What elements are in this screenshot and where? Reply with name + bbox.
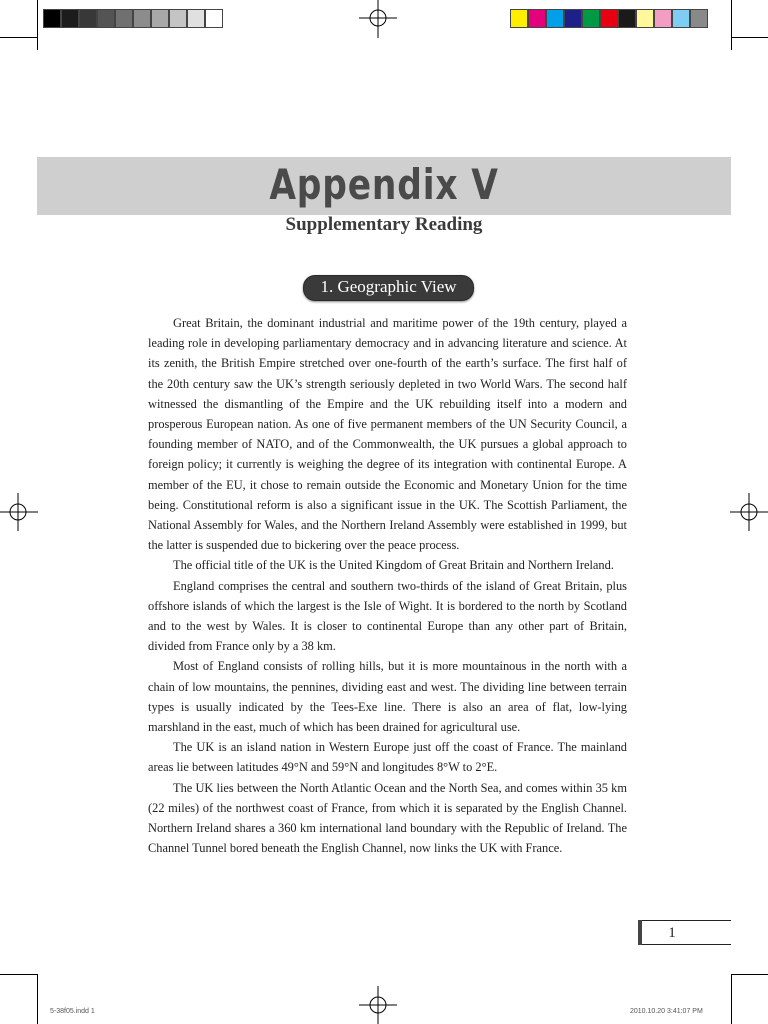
color-swatch	[654, 9, 672, 28]
color-swatch	[600, 9, 618, 28]
color-swatch	[564, 9, 582, 28]
registration-mark-top	[359, 0, 397, 38]
page-title: Appendix V	[269, 160, 499, 209]
paragraph: Great Britain, the dominant industrial and maritime power of the 19th century, played a leading role in developing parliamentary democracy and in advancing literature and science. At its zenith, the British Empire stretched over one-fourth of the earth’s surface. The first half of the 20th century saw the UK’s strength seriously depleted in two World Wars. The second half witnessed the dismantling of the Empire and the UK rebuilding itself into a modern and prosperous European nation. As one of five permanent members of the UN Security Council, a founding member of NATO, and of the Commonwealth, the UK pursues a global approach to foreign policy; it currently is weighing the degree of its integration with continental Europe. A member of the EU, it chose to remain outside the Economic and Monetary Union for the time being. Constitutional reform is also a significant issue in the UK. The Scottish Parliament, the National Assembly for Wales, and the Northern Ireland Assembly were established in 1999, but the latter is suspended due to bickering over the peace process.	[148, 316, 627, 553]
slug-timestamp: 2010.10.20 3:41:07 PM	[630, 1008, 703, 1015]
color-swatch	[169, 9, 187, 28]
page-number-rule-bottom	[638, 944, 731, 945]
color-swatch	[528, 9, 546, 28]
color-swatch	[187, 9, 205, 28]
color-swatch	[672, 9, 690, 28]
color-swatch	[205, 9, 223, 28]
registration-mark-left	[0, 493, 38, 531]
paragraph: The official title of the UK is the United Kingdom of Great Britain and Northern Ireland.	[173, 558, 614, 573]
color-swatch	[133, 9, 151, 28]
color-swatch	[97, 9, 115, 28]
color-swatch	[115, 9, 133, 28]
color-swatch	[546, 9, 564, 28]
color-swatch	[618, 9, 636, 28]
paragraph: Most of England consists of rolling hills, but it is more mountainous in the north with a chain of low mountains, the pennines, dividing east and west. The dividing line between terrain types is usually indicated by the Tees-Exe line. There is also an area of flat, low-lying marshland in the east, much of which has been drained for agricultural use.	[148, 659, 627, 735]
color-swatch	[582, 9, 600, 28]
page-number: 1	[668, 925, 676, 941]
section-heading: 1. Geographic View	[320, 277, 457, 296]
grayscale-color-bar	[43, 9, 223, 28]
page-number-rule-top	[638, 920, 731, 921]
registration-mark-right	[730, 493, 768, 531]
page-subtitle: Supplementary Reading	[285, 214, 483, 235]
paragraph: England comprises the central and southern two-thirds of the island of Great Britain, plus offshore islands of which the largest is the Isle of Wight. It is bordered to the north by Scotland and to the west by Wales. It is closer to continental Europe than any other part of Britain, divided from France only by a 38 km.	[148, 578, 627, 654]
color-swatch	[690, 9, 708, 28]
slug-filename: 5-38f05.indd 1	[50, 1008, 95, 1015]
color-swatch	[79, 9, 97, 28]
process-color-bar	[510, 9, 708, 28]
body-text	[148, 313, 627, 858]
color-swatch	[61, 9, 79, 28]
registration-mark-bottom	[359, 986, 397, 1024]
color-swatch	[636, 9, 654, 28]
color-swatch	[43, 9, 61, 28]
color-swatch	[510, 9, 528, 28]
color-swatch	[151, 9, 169, 28]
paragraph: The UK lies between the North Atlantic Ocean and the North Sea, and comes within 35 km (22 miles) of the northwest coast of France, from which it is separated by the English Channel. Northern Ireland shares a 360 km international land boundary with the Republic of Ireland. The Channel Tunnel bored beneath the English Channel, now links the UK with France.	[148, 780, 627, 856]
paragraph: The UK is an island nation in Western Europe just off the coast of France. The mainland areas lie between latitudes 49°N and 59°N and longitudes 8°W to 2°E.	[148, 740, 627, 775]
